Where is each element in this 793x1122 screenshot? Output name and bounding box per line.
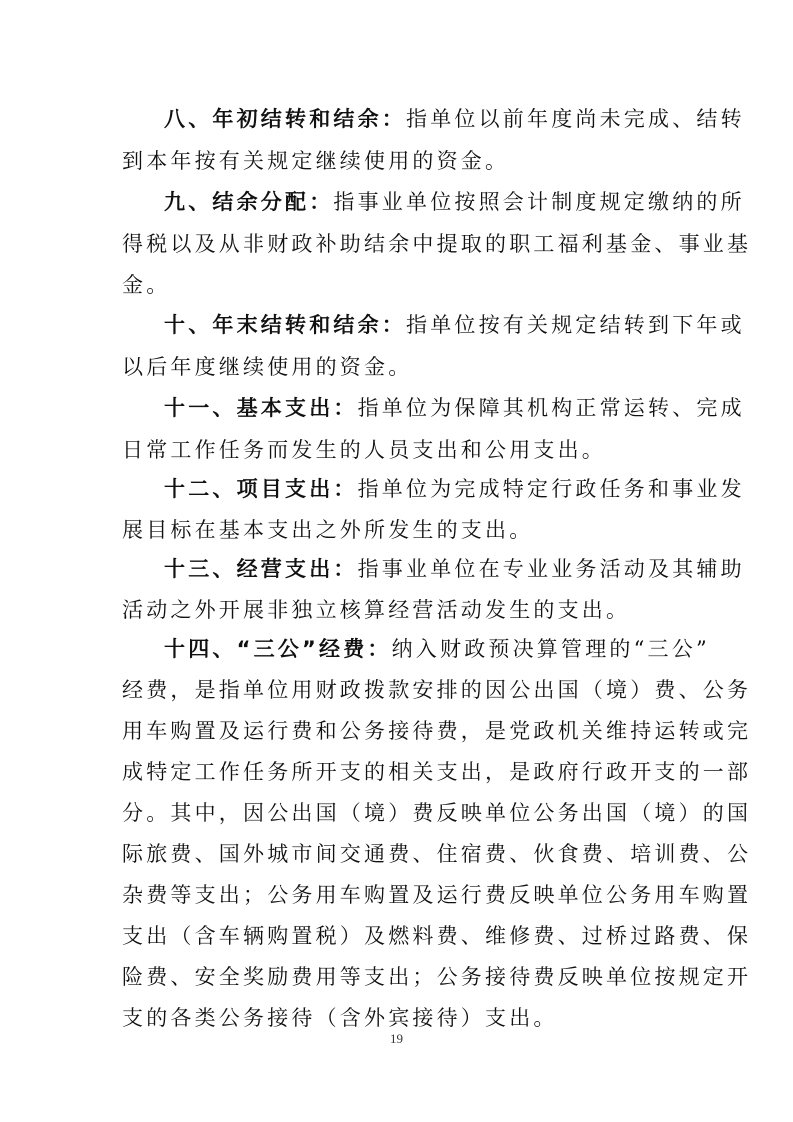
section-10-text: 指单位按有关规定结转到下年或: [406, 313, 745, 337]
section-8-term: 八、年初结转和结余：: [164, 107, 406, 131]
section-13-text: 指事业单位在专业业务活动及其辅助: [357, 557, 745, 581]
section-12-line-2: 展目标在基本支出之外所发生的支出。: [122, 518, 534, 542]
section-11-term: 十一、基本支出：: [164, 396, 358, 420]
section-11-line-2: 日常工作任务而发生的人员支出和公用支出。: [122, 438, 606, 462]
section-9-line-1: [164, 187, 745, 217]
section-14-line-6: 际旅费、国外城市间交通费、住宿费、伙食费、培训费、公: [122, 842, 752, 866]
section-10-line-1: [164, 310, 745, 340]
section-14-line-3: 用车购置及运行费和公务接待费，是党政机关维持运转或完: [122, 719, 752, 743]
section-14-term: 十四、“三公”经费：: [164, 637, 392, 661]
section-9-line-2: 得税以及从非财政补助结余中提取的职工福利基金、事业基: [122, 232, 752, 256]
section-13-line-1: [164, 554, 745, 584]
section-8-line-2: 到本年按有关规定继续使用的资金。: [122, 149, 510, 173]
section-11-text: 指单位为保障其机构正常运转、完成: [357, 396, 745, 420]
section-8-text: 指单位以前年度尚未完成、结转: [406, 107, 745, 131]
section-12-line-1: [164, 474, 745, 504]
section-14-line-10: 支的各类公务接待（含外宾接待）支出。: [122, 1006, 558, 1030]
section-9-term: 九、结余分配：: [164, 190, 334, 214]
section-14-line-1: [164, 634, 710, 664]
page-number: 19: [390, 1031, 403, 1046]
section-8-line-1: [164, 104, 745, 134]
section-14-line-2: 经费，是指单位用财政拨款安排的因公出国（境）费、公务: [122, 678, 752, 702]
section-12-text: 指单位为完成特定行政任务和事业发: [357, 477, 745, 501]
section-11-line-1: [164, 393, 745, 423]
section-10-term: 十、年末结转和结余：: [164, 313, 406, 337]
section-14-line-4: 成特定工作任务所开支的相关支出，是政府行政开支的一部: [122, 760, 752, 784]
section-14-line-7: 杂费等支出；公务用车购置及运行费反映单位公务用车购置: [122, 883, 752, 907]
section-12-term: 十二、项目支出：: [164, 477, 358, 501]
section-14-line-9: 险费、安全奖励费用等支出；公务接待费反映单位按规定开: [122, 965, 752, 989]
section-14-text: 纳入财政预决算管理的“三公”: [391, 637, 710, 661]
section-14-line-5: 分。其中，因公出国（境）费反映单位公务出国（境）的国: [122, 801, 752, 825]
section-13-term: 十三、经营支出：: [164, 557, 358, 581]
section-9-line-3: 金。: [122, 273, 171, 297]
section-10-line-2: 以后年度继续使用的资金。: [122, 355, 413, 379]
section-13-line-2: 活动之外开展非独立核算经营活动发生的支出。: [122, 598, 631, 622]
section-14-line-8: 支出（含车辆购置税）及燃料费、维修费、过桥过路费、保: [122, 924, 752, 948]
section-9-text: 指事业单位按照会计制度规定缴纳的所: [333, 190, 745, 214]
